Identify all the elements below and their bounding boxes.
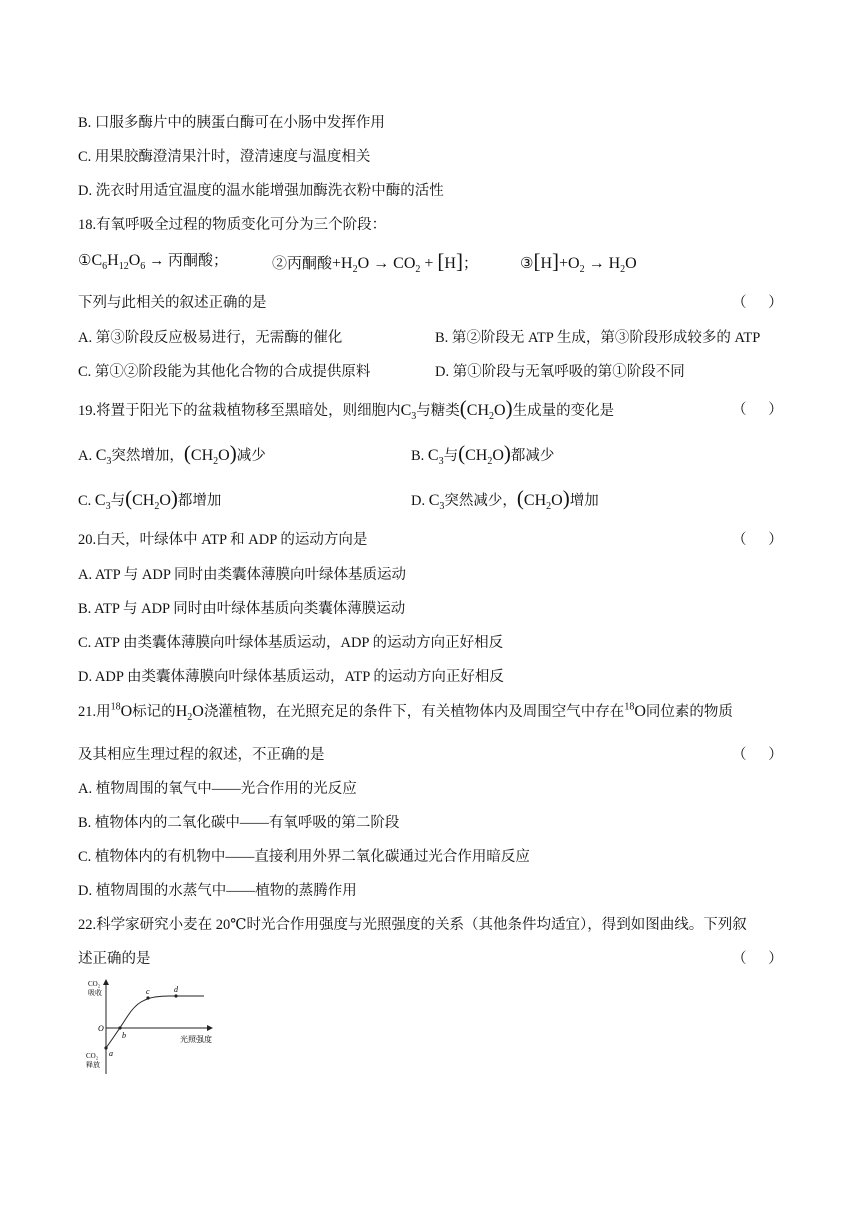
q19-option-d: D. $C_3$突然减少，$(CH_2O)$增加 — [411, 486, 599, 513]
q19-option-c: C. $C_3$与$(CH_2O)$都增加 — [78, 486, 222, 513]
chart-point-c — [146, 996, 149, 999]
q20-option-d: D. ADP 由类囊体薄膜向叶绿体基质运动，ATP 的运动方向正好相反 — [78, 669, 504, 685]
q21-option-d: D. 植物周围的水蒸气中——植物的蒸腾作用 — [78, 883, 357, 899]
q20-option-c: C. ATP 由类囊体薄膜向叶绿体基质运动，ADP 的运动方向正好相反 — [78, 635, 504, 651]
q21-stem: 21.用$^{18}$O标记的$H_2O$浇灌植物，在光照充足的条件下，有关植物体内及周围空气中存在$^{18}$O同位素的物质 — [78, 701, 733, 724]
q21-option-b: B. 植物体内的二氧化碳中——有氧呼吸的第二阶段 — [78, 815, 400, 831]
chart-point-label-b: b — [122, 1031, 126, 1040]
q19-answer-bracket: （ ） — [732, 402, 783, 418]
q18-equation-3: $③[H]+O_2 \to H_2O$ — [520, 249, 637, 276]
q17-option-b: B. 口服多酶片中的胰蛋白酶可在小肠中发挥作用 — [78, 115, 385, 131]
q19-stem: 19.将置于阳光下的盆栽植物移至黑暗处，则细胞内$C_3$与糖类$(CH_2O)$生成量的变化是 — [78, 396, 615, 423]
q18-answer-bracket: （ ） — [732, 295, 783, 311]
q18-stem: 18.有氧呼吸全过程的物质变化可分为三个阶段： — [78, 217, 387, 233]
q20-answer-bracket: （ ） — [732, 532, 783, 548]
q18-equation-1: $①C_6H_{12}O_6$ → 丙酮酸； — [78, 252, 229, 273]
q22-chart — [76, 976, 236, 1080]
chart-curve — [106, 996, 176, 1048]
chart-origin-label: O — [98, 1024, 104, 1033]
chart-point-label-c: c — [146, 987, 150, 996]
q19-option-a: A. $C_3$突然增加，$(CH_2O)$减少 — [78, 441, 266, 468]
chart-xlabel: 光照强度 — [180, 1035, 212, 1044]
q17-option-d: D. 洗衣时用适宜温度的温水能增强加酶洗衣粉中酶的活性 — [78, 183, 444, 199]
chart-ylabel-top: CO₂ 吸收 — [88, 980, 102, 997]
q18-option-c: C. 第①②阶段能为其他化合物的合成提供原料 — [78, 364, 371, 380]
q17-option-c: C. 用果胶酶澄清果汁时，澄清速度与温度相关 — [78, 149, 371, 165]
q18-option-d: D. 第①阶段与无氧呼吸的第①阶段不同 — [435, 364, 685, 380]
q22-stem-cont: 述正确的是 — [78, 951, 151, 967]
q18-equation-2: ②丙酮酸$+H_2O \to CO_2 + [H]$； — [272, 249, 478, 276]
q21-option-a: A. 植物周围的氧气中——光合作用的光反应 — [78, 781, 357, 797]
chart-point-label-d: d — [174, 985, 178, 994]
chart-point-label-a: a — [109, 1049, 113, 1058]
chart-point-a — [104, 1046, 107, 1049]
q20-stem: 20.白天，叶绿体中 ATP 和 ADP 的运动方向是 — [78, 532, 368, 548]
q20-option-b: B. ATP 与 ADP 同时由叶绿体基质向类囊体薄膜运动 — [78, 601, 406, 617]
q21-option-c: C. 植物体内的有机物中——直接利用外界二氧化碳通过光合作用暗反应 — [78, 849, 530, 865]
q18-question: 下列与此相关的叙述正确的是 — [78, 295, 267, 311]
q20-option-a: A. ATP 与 ADP 同时由类囊体薄膜向叶绿体基质运动 — [78, 567, 407, 583]
chart-point-d — [174, 994, 177, 997]
chart-ylabel-bottom: CO₂ 释放 — [86, 1052, 100, 1069]
q22-answer-bracket: （ ） — [732, 951, 783, 967]
chart-point-b — [118, 1026, 121, 1029]
q18-option-b: B. 第②阶段无 ATP 生成，第③阶段形成较多的 ATP — [435, 330, 761, 346]
q19-option-b: B. $C_3$与$(CH_2O)$都减少 — [411, 441, 555, 468]
q22-stem: 22.科学家研究小麦在 20℃时光合作用强度与光照强度的关系（其他条件均适宜），得到如图曲线。下列叙 — [78, 917, 747, 933]
q18-option-a: A. 第③阶段反应极易进行，无需酶的催化 — [78, 330, 343, 346]
q21-stem-cont: 及其相应生理过程的叙述，不正确的是 — [78, 747, 325, 763]
q21-answer-bracket: （ ） — [732, 747, 783, 763]
